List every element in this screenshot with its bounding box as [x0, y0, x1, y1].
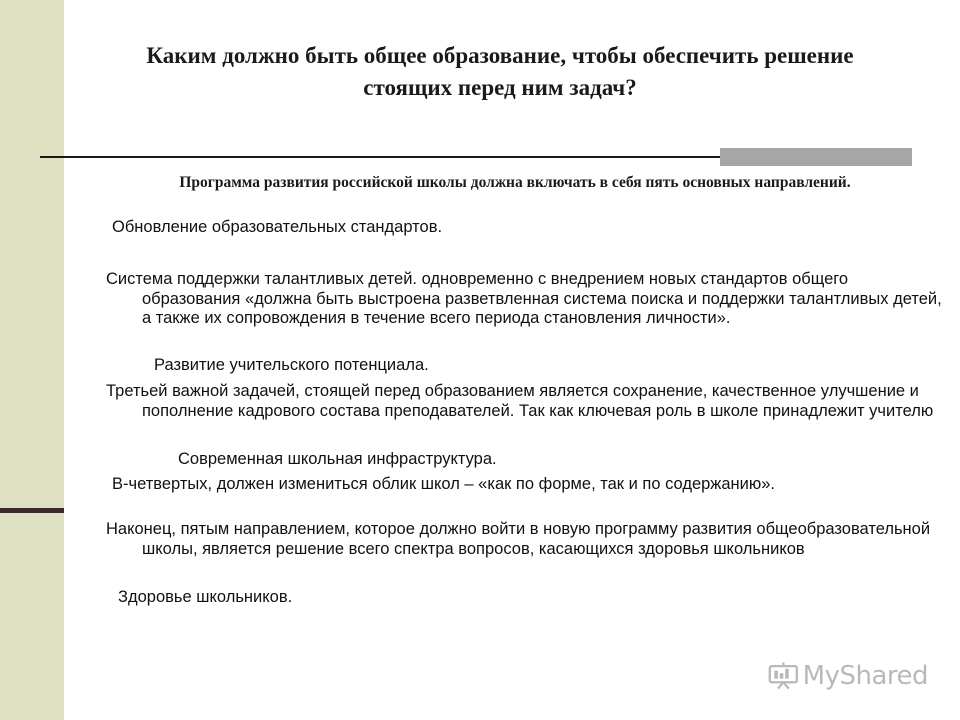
presentation-board-icon — [768, 661, 799, 691]
paragraph-health: Здоровье школьников. — [118, 588, 293, 606]
paragraph-talented-children: Система поддержки талантливых детей. одновременно с внедрением новых стандартов общего образования «должна быть выстроена разветвленная система поиска и поддержки талантливых детей, а также их сопровождения в течение всего периода становления личности». — [106, 270, 942, 327]
paragraph-school-appearance: В-четвертых, должен измениться облик школ – «как по форме, так и по содержанию». — [112, 475, 775, 493]
paragraph-health-program: Наконец, пятым направлением, которое должно войти в новую программу развития общеобразовательной школы, является решение всего спектра вопросов, касающихся здоровья школьников — [106, 520, 931, 558]
slide-title: Каким должно быть общее образование, чтобы обеспечить решение стоящих перед ним задач? — [146, 43, 854, 100]
watermark-text: MyShared — [802, 661, 928, 691]
paragraph-infrastructure: Современная школьная инфраструктура. — [178, 450, 497, 468]
left-decorative-stripe — [0, 0, 64, 720]
paragraph-teacher-potential: Развитие учительского потенциала. — [154, 356, 429, 374]
watermark-logo — [768, 658, 928, 694]
slide-subtitle: Программа развития российской школы должна включать в себя пять основных направлений. — [179, 174, 851, 191]
stripe-marker-bar — [0, 508, 64, 513]
title-divider-accent — [720, 148, 912, 166]
paragraph-teaching-staff: Третьей важной задачей, стоящей перед образованием является сохранение, качественное улучшение и пополнение кадрового состава преподавателей. Так как ключевая роль в школе принадлежит учителю — [106, 382, 934, 420]
paragraph-standards: Обновление образовательных стандартов. — [112, 218, 443, 236]
